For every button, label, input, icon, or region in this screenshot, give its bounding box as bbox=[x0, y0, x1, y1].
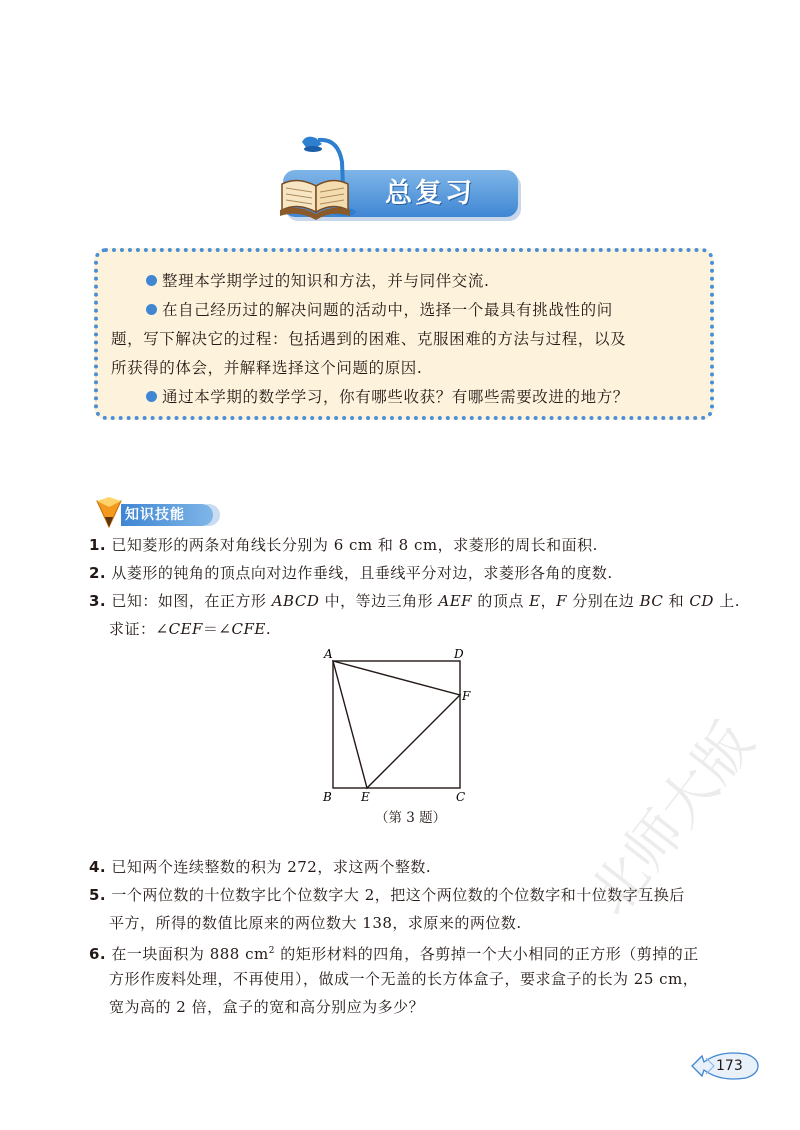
bullet-icon bbox=[146, 304, 157, 315]
figure-caption: （第 3 题） bbox=[375, 810, 447, 826]
question-number: 2. bbox=[89, 564, 107, 582]
desk-lamp-book-icon bbox=[272, 132, 362, 224]
question-5-cont: 平方，所得的数值比原来的两位数大 138，求原来的两位数. bbox=[109, 914, 522, 932]
intro-item-3: 通过本学期的数学学习，你有哪些收获？有哪些需要改进的地方？ bbox=[146, 386, 629, 408]
label-c: C bbox=[456, 790, 466, 804]
question-6-cont: 宽为高的 2 倍，盒子的宽和高分别应为多少？ bbox=[109, 998, 425, 1016]
section-label: 知识技能 bbox=[125, 507, 185, 523]
label-f: F bbox=[462, 689, 471, 703]
intro-item-2-cont: 所获得的体会，并解释选择这个问题的原因. bbox=[111, 359, 423, 377]
page-number: 173 bbox=[716, 1058, 743, 1074]
intro-box bbox=[94, 248, 714, 420]
triangle-aef bbox=[333, 661, 460, 788]
question-number: 4. bbox=[89, 858, 107, 876]
label-d: D bbox=[454, 647, 464, 661]
intro-item-1: 整理本学期学过的知识和方法，并与同伴交流. bbox=[146, 270, 490, 292]
square-abcd bbox=[333, 661, 460, 788]
question-number: 1. bbox=[89, 536, 107, 554]
question-text: 一个两位数的十位数字比个位数字大 2，把这个两位数的个位数字和十位数字互换后 bbox=[111, 886, 685, 904]
label-a: A bbox=[324, 647, 333, 661]
intro-item-2: 在自己经历过的解决问题的活动中，选择一个最具有挑战性的问 bbox=[146, 299, 613, 321]
question-3-claim: 求证：∠CEF＝∠CFE. bbox=[109, 620, 272, 638]
intro-item-2-cont: 题，写下解决它的过程：包括遇到的困难、克服困难的方法与过程，以及 bbox=[111, 330, 627, 348]
question-number: 6. bbox=[89, 945, 107, 963]
question-text: 从菱形的钝角的顶点向对边作垂线，且垂线平分对边，求菱形各角的度数. bbox=[111, 564, 613, 582]
question-number: 5. bbox=[89, 886, 107, 904]
question-text: 已知两个连续整数的积为 272，求这两个整数. bbox=[111, 858, 432, 876]
square-triangle-figure bbox=[320, 645, 480, 805]
question-3: 3. 已知：如图，在正方形 ABCD 中，等边三角形 AEF 的顶点 E，F 分别在边 BC 和 CD 上. bbox=[89, 592, 740, 610]
question-text: 已知菱形的两条对角线长分别为 6 cm 和 8 cm，求菱形的周长和面积. bbox=[111, 536, 598, 554]
label-e: E bbox=[361, 790, 370, 804]
question-6: 6. 在一块面积为 888 $cm^2$ 的矩形材料的四角，各剪掉一个大小相同的正方形（剪掉的正 bbox=[89, 945, 699, 963]
page-title: 总复习 bbox=[385, 178, 475, 209]
pencil-tip-icon bbox=[95, 497, 123, 529]
watermark: 北师大版 bbox=[577, 710, 767, 928]
question-number: 3. bbox=[89, 592, 107, 610]
question-4 bbox=[89, 856, 431, 878]
question-6-cont: 方形作废料处理，不再使用），做成一个无盖的长方体盒子，要求盒子的长为 25 cm， bbox=[109, 970, 699, 988]
label-b: B bbox=[323, 790, 332, 804]
bullet-icon bbox=[146, 275, 157, 286]
question-1 bbox=[89, 534, 598, 556]
bullet-icon bbox=[146, 391, 157, 402]
question-2 bbox=[89, 562, 613, 584]
